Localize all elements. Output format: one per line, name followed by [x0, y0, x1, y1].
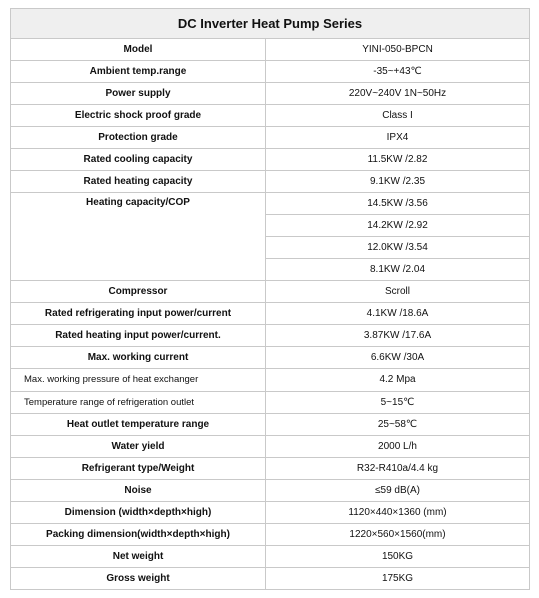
spec-value: ≤59 dB(A)	[266, 479, 530, 501]
spec-label: Protection grade	[11, 127, 266, 149]
spec-label: Water yield	[11, 435, 266, 457]
spec-label: Noise	[11, 479, 266, 501]
spec-value: 150KG	[266, 545, 530, 567]
spec-label: Electric shock proof grade	[11, 105, 266, 127]
spec-value: 175KG	[266, 567, 530, 589]
spec-value: 1120×440×1360 (mm)	[266, 501, 530, 523]
table-row	[11, 193, 530, 215]
spec-value: 12.0KW /3.54	[266, 237, 530, 259]
spec-value: 220V~240V 1N~50Hz	[266, 83, 530, 105]
table-row	[11, 479, 530, 501]
spec-table	[10, 8, 530, 590]
spec-value: 5~15℃	[266, 391, 530, 413]
spec-label: Heating capacity/COP	[11, 193, 266, 281]
spec-value: 4.2 Mpa	[266, 369, 530, 391]
spec-value: 25~58℃	[266, 413, 530, 435]
table-row	[11, 413, 530, 435]
spec-value: 14.2KW /2.92	[266, 215, 530, 237]
spec-label: Gross weight	[11, 567, 266, 589]
spec-value: 2000 L/h	[266, 435, 530, 457]
table-row	[11, 347, 530, 369]
table-row	[11, 567, 530, 589]
spec-label: Max. working current	[11, 347, 266, 369]
spec-label: Rated heating input power/current.	[11, 325, 266, 347]
table-row	[11, 39, 530, 61]
spec-value: 14.5KW /3.56	[266, 193, 530, 215]
spec-label: Max. working pressure of heat exchanger	[11, 369, 266, 391]
table-row	[11, 523, 530, 545]
spec-value: R32-R410a/4.4 kg	[266, 457, 530, 479]
table-row	[11, 149, 530, 171]
table-row	[11, 105, 530, 127]
table-row	[11, 545, 530, 567]
spec-label: Packing dimension(width×depth×high)	[11, 523, 266, 545]
spec-value: 3.87KW /17.6A	[266, 325, 530, 347]
spec-value: 6.6KW /30A	[266, 347, 530, 369]
spec-label: Rated refrigerating input power/current	[11, 303, 266, 325]
table-row	[11, 325, 530, 347]
table-row	[11, 501, 530, 523]
spec-value: 9.1KW /2.35	[266, 171, 530, 193]
spec-value: IPX4	[266, 127, 530, 149]
spec-label: Temperature range of refrigeration outlet	[11, 391, 266, 413]
title-row	[11, 9, 530, 39]
spec-value: 1220×560×1560(mm)	[266, 523, 530, 545]
table-title: DC Inverter Heat Pump Series	[11, 9, 530, 39]
spec-label: Rated cooling capacity	[11, 149, 266, 171]
spec-value: 4.1KW /18.6A	[266, 303, 530, 325]
spec-label: Heat outlet temperature range	[11, 413, 266, 435]
spec-label: Compressor	[11, 281, 266, 303]
table-row	[11, 61, 530, 83]
table-row	[11, 391, 530, 413]
spec-label: Rated heating capacity	[11, 171, 266, 193]
spec-value: Scroll	[266, 281, 530, 303]
spec-value: 8.1KW /2.04	[266, 259, 530, 281]
spec-label: Refrigerant type/Weight	[11, 457, 266, 479]
spec-label: Ambient temp.range	[11, 61, 266, 83]
table-row	[11, 457, 530, 479]
table-row	[11, 435, 530, 457]
spec-body	[11, 39, 530, 590]
spec-value: 11.5KW /2.82	[266, 149, 530, 171]
spec-label: Dimension (width×depth×high)	[11, 501, 266, 523]
spec-label: Net weight	[11, 545, 266, 567]
spec-value: -35~+43℃	[266, 61, 530, 83]
table-row	[11, 127, 530, 149]
table-row	[11, 303, 530, 325]
table-row	[11, 171, 530, 193]
table-row	[11, 83, 530, 105]
spec-label: Model	[11, 39, 266, 61]
table-row	[11, 369, 530, 391]
spec-label: Power supply	[11, 83, 266, 105]
spec-value: YINI-050-BPCN	[266, 39, 530, 61]
table-row	[11, 281, 530, 303]
spec-value: Class I	[266, 105, 530, 127]
